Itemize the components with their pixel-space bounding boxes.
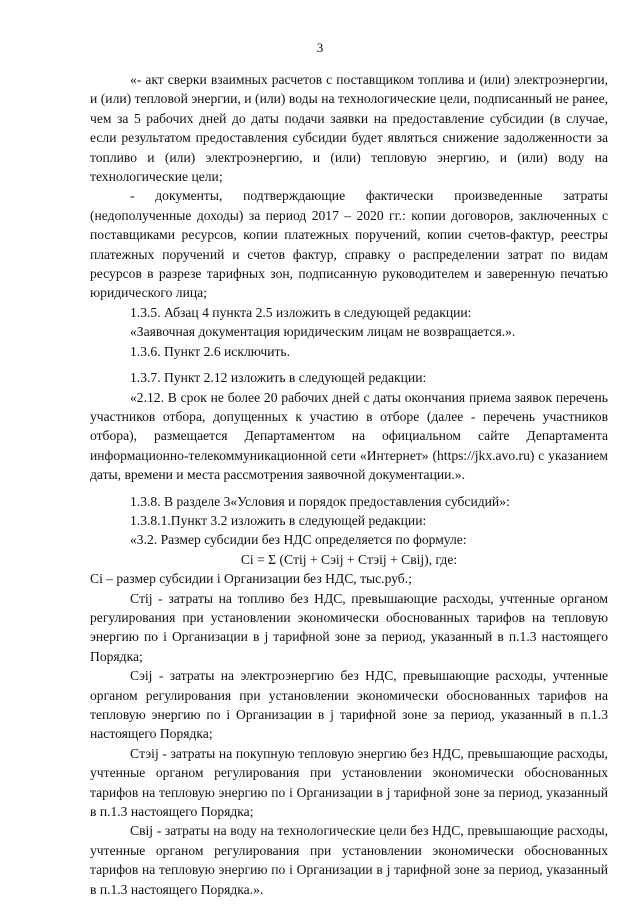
paragraph-cteij: Cтэij - затраты на покупную тепловую энергию без НДС, превышающие расходы, учтенные органом регулирования при установлении экономически обоснованных тарифов на тепловую энергию по i Организации в j тарифной зоне за период, указанный в п.1.3 настоящего Порядка; xyxy=(90,745,608,820)
document-body xyxy=(90,70,608,899)
paragraph-2-12: «2.12. В срок не более 20 рабочих дней с даты окончания приема заявок перечень участников отбора, допущенных к участию в отборе (далее - перечень участников отбора), размещается Департаментом на официальном сайте Департамента информационно-телекоммуникационной сети «Интернет» (https://jkx.avo.ru) с указанием даты, времени и места рассмотрения заявочной документации.». xyxy=(90,389,608,483)
paragraph-1-3-5: 1.3.5. Абзац 4 пункта 2.5 изложить в следующей редакции: xyxy=(130,304,472,320)
paragraph-ctij: Cтij - затраты на топливо без НДС, превышающие расходы, учтенные органом регулирования при установлении экономически обоснованных тарифов на тепловую энергию по i Организации в j тарифной зоне за период, указанный в п.1.3 настоящего Порядка; xyxy=(90,590,608,664)
formula: Ci = Σ (Cтij + Cэij + Cтэij + Cвij), где: xyxy=(240,551,458,567)
paragraph-cvij: Cвij - затраты на воду на технологические цели без НДС, превышающие расходы, учтенные органом регулирования при установлении экономически обоснованных тарифов на тепловую энергию по i Организации в j тарифной зоне за период, указанный в п.1.3 настоящего Порядка.». xyxy=(90,823,608,897)
paragraph-1-3-8: 1.3.8. В разделе 3«Условия и порядок предоставления субсидий»: xyxy=(130,493,510,509)
paragraph-act-sverki: «- акт сверки взаимных расчетов с поставщиком топлива и (или) электроэнергии, и (или) тепловой энергии, и (или) воды на технологические цели, подписанный не ранее, чем за 5 рабочих дней до даты подачи заявки на предоставление субсидии (в случае, если результатом предоставления субсидии будет являться снижение задолженности за топливо и (или) электроэнергию, и (или) тепловую энергию, и (или) воду на технологические цели; xyxy=(90,72,608,185)
paragraph-ceij: Cэij - затраты на электроэнергию без НДС, превышающие расходы, учтенные органом регулирования при установлении экономически обоснованных тарифов на тепловую энергию по i Организации в j тарифной зоне за период, указанный в п.1.3 настоящего Порядка; xyxy=(90,668,608,742)
paragraph-1-3-7: 1.3.7. Пункт 2.12 изложить в следующей редакции: xyxy=(130,370,427,386)
paragraph-3-2: «3.2. Размер субсидии без НДС определяется по формуле: xyxy=(130,532,467,548)
paragraph-1-3-8-1: 1.3.8.1.Пункт 3.2 изложить в следующей редакции: xyxy=(130,512,427,528)
page-number: 3 xyxy=(316,40,324,55)
paragraph-ci-definition: Ci – размер субсидии i Организации без НДС, тыс.руб.; xyxy=(90,571,412,587)
paragraph-documents: - документы, подтверждающие фактически произведенные затраты (недополученные доходы) за период 2017 – 2020 гг.: копии договоров, заключенных с поставщиками ресурсов, копии платежных поручений, копии счетов-фактур, реестры платежных поручений и счетов фактур, справку о распределении затрат по видам ресурсов в разрезе тарифных зон, подписанную руководителем и заверенную печатью юридического лица; xyxy=(90,188,608,301)
paragraph-1-3-5-text: «Заявочная документация юридическим лицам не возвращается.». xyxy=(130,324,516,340)
paragraph-1-3-6: 1.3.6. Пункт 2.6 исключить. xyxy=(130,343,291,359)
